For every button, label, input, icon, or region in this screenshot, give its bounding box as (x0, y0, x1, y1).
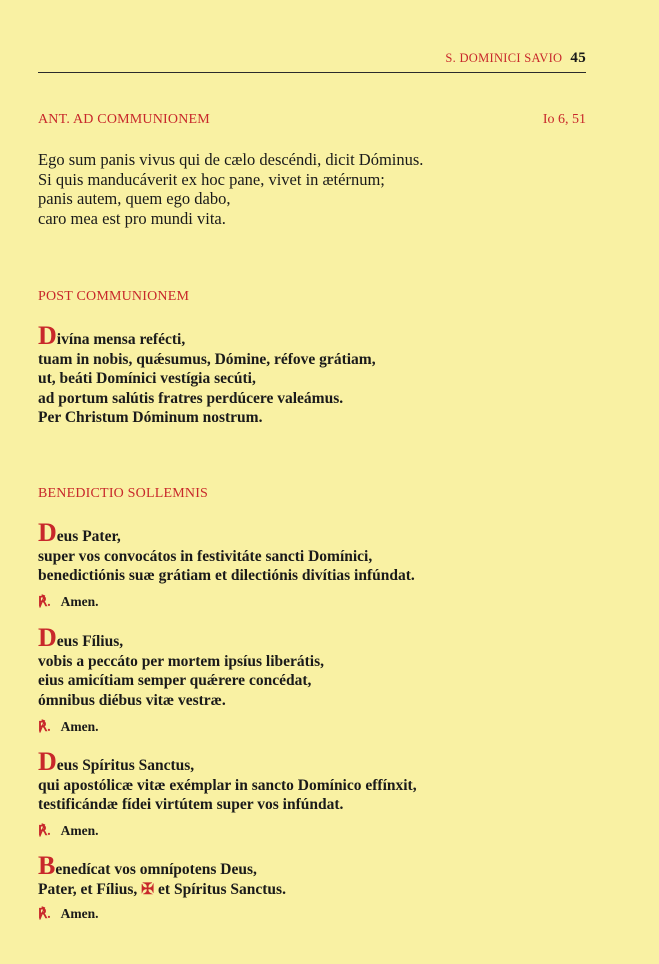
stanza-line: super vos convocátos in festivitáte sancti Domínici, (38, 547, 373, 565)
response-amen (38, 719, 99, 735)
stanza-line: ómnibus diébus vitæ vestræ. (38, 691, 226, 709)
stanza-line: eus Fílius, (56, 633, 124, 650)
blessing-stanza (38, 623, 325, 710)
drop-cap-initial: D (38, 321, 57, 350)
response-symbol: ℟. (38, 594, 51, 609)
header-rule (38, 72, 586, 73)
stanza-line: qui apostólicæ vitæ exémplar in sancto Domínico effínxit, (38, 776, 417, 794)
running-title: S. DOMINICI SAVIO (445, 51, 563, 65)
stanza-line: eius amicítiam semper quǽrere concédat, (38, 672, 312, 689)
stanza-first-line (38, 518, 415, 547)
stanza-line: vobis a peccáto per mortem ipsíus liberátis, (38, 652, 325, 670)
drop-cap-initial: D (38, 518, 57, 547)
drop-cap-initial: B (38, 851, 56, 880)
response-amen (38, 906, 99, 922)
blessing-stanza (38, 747, 417, 815)
blessing-stanza (38, 851, 286, 899)
stanza-line: enedícat vos omnípotens Deus, (55, 861, 257, 878)
prayer-first-line (38, 321, 376, 350)
drop-cap-initial: D (38, 623, 57, 652)
response-text: Amen. (60, 594, 99, 609)
prayer-line: ivína mensa reféсti, (56, 331, 186, 348)
prayer-line: ad portum salútis fratres perdúcere valeámus. (38, 389, 344, 407)
stanza-line-with-cross (38, 880, 286, 900)
drop-cap-initial: D (38, 747, 57, 776)
response-amen (38, 594, 99, 610)
response-symbol: ℟. (38, 906, 51, 921)
antiphon-line: caro mea est pro mundi vita. (38, 208, 226, 228)
page-number: 45 (570, 50, 586, 66)
prayer-line: Per Christum Dóminum nostrum. (38, 409, 263, 426)
stanza-line-part: Pater, et Fílius, (38, 880, 138, 898)
response-text: Amen. (60, 906, 99, 921)
response-symbol: ℟. (38, 719, 51, 734)
antiphon-line: panis autem, quem ego dabo, (38, 189, 231, 208)
stanza-first-line (38, 747, 417, 776)
communion-antiphon (38, 150, 423, 228)
prayer-line: ut, beáti Domínici vestígia secúti, (38, 370, 256, 387)
response-text: Amen. (60, 823, 99, 838)
stanza-line-part: et Spíritus Sanctus. (158, 880, 286, 898)
antiphon-line: Si quis manducáverit ex hoc pane, vivet in ætérnum; (38, 169, 385, 189)
antiphon-line: Ego sum panis vivus qui de cælo descéndi, dicit Dóminus. (38, 150, 424, 169)
stanza-line: testificándæ fídei virtútem super vos infúndat. (38, 796, 344, 813)
stanza-first-line (38, 623, 324, 652)
stanza-line: eus Spíritus Sanctus, (56, 757, 195, 774)
response-symbol: ℟. (38, 823, 51, 838)
stanza-first-line (38, 851, 286, 880)
scripture-reference: Io 6, 51 (542, 112, 586, 127)
response-text: Amen. (60, 719, 99, 734)
prayer-line: tuam in nobis, quǽsumus, Dómine, réfove grátiam, (38, 350, 376, 368)
running-head (445, 50, 586, 67)
communion-rubric: ANT. AD COMMUNIONEM (38, 112, 210, 127)
stanza-line: eus Pater, (56, 528, 121, 545)
cross-icon: ✠ (141, 880, 155, 898)
post-communion-rubric: POST COMMUNIONEM (38, 289, 190, 304)
response-amen (38, 823, 99, 839)
stanza-line: benedictiónis suæ grátiam et dilectiónis divítias infúndat. (38, 567, 415, 584)
blessing-stanza (38, 518, 415, 586)
post-communion-prayer (38, 321, 376, 428)
blessing-rubric: BENEDICTIO SOLLEMNIS (38, 486, 209, 501)
